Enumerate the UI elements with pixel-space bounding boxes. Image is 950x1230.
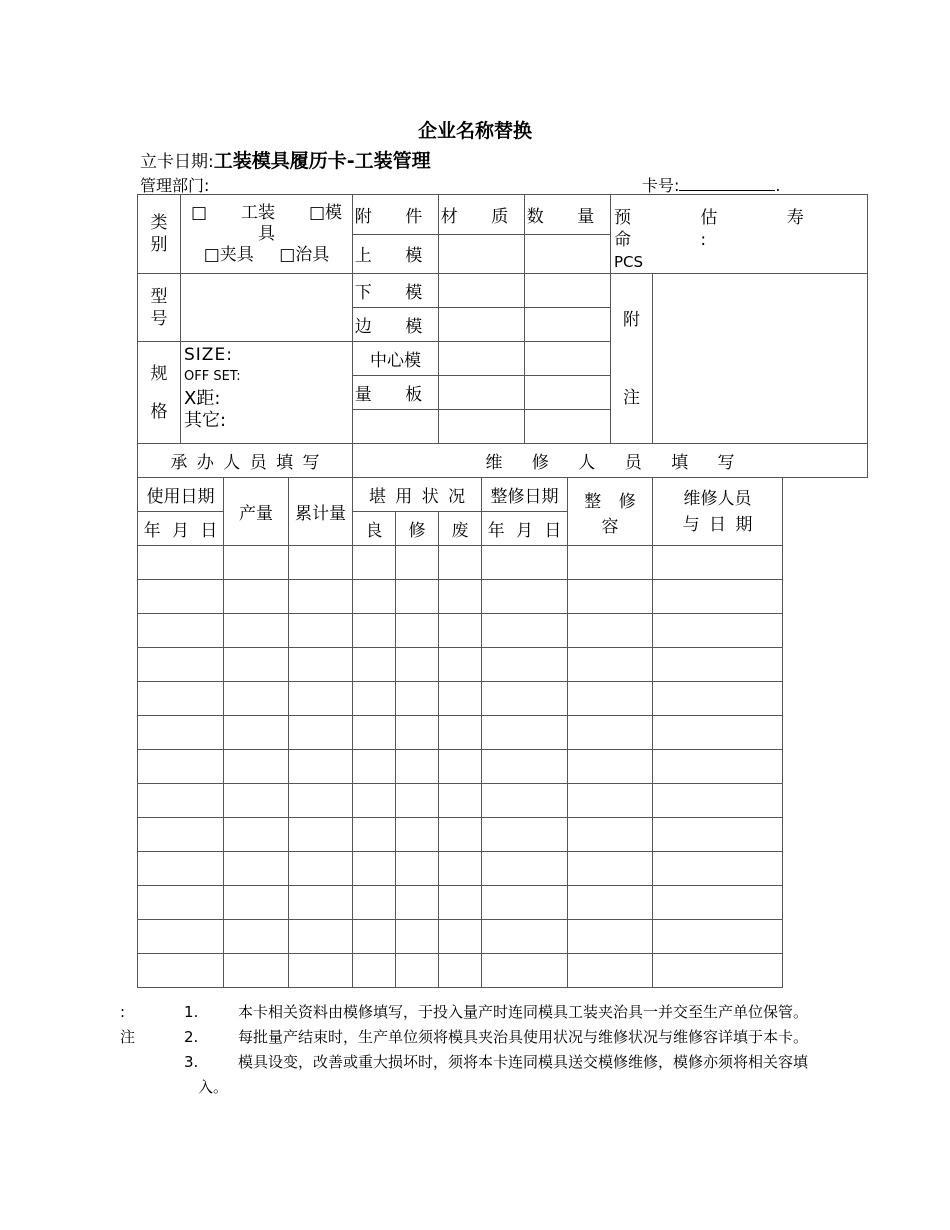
log-cell[interactable] — [653, 750, 783, 784]
log-cell[interactable] — [289, 852, 353, 886]
log-cell[interactable] — [653, 614, 783, 648]
cell-center-qty[interactable] — [525, 342, 611, 376]
log-cell[interactable] — [653, 716, 783, 750]
log-row — [138, 920, 868, 954]
log-row — [138, 784, 868, 818]
log-cell[interactable] — [396, 784, 439, 818]
log-cell[interactable] — [138, 920, 224, 954]
checkbox-fixture[interactable]: □夹具 — [203, 244, 254, 265]
log-cell[interactable] — [653, 818, 783, 852]
log-row — [138, 614, 868, 648]
dept-label: 管理部门: — [140, 176, 210, 195]
cell-gauge-qty[interactable] — [525, 376, 611, 410]
log-cell[interactable] — [439, 682, 482, 716]
log-cell[interactable] — [568, 920, 653, 954]
log-cell[interactable] — [439, 648, 482, 682]
part-center-mold: 中心模 — [353, 342, 439, 376]
section-operator: 承 办 人 员 填 写 — [138, 444, 353, 478]
log-cell[interactable] — [353, 852, 396, 886]
cell-gauge-material[interactable] — [439, 376, 525, 410]
log-cell[interactable] — [653, 954, 783, 988]
log-cell[interactable] — [396, 716, 439, 750]
category-options — [181, 195, 353, 274]
mold-label-cont: 具 — [258, 223, 275, 244]
tooling-label: 工装 — [241, 202, 275, 223]
log-cell[interactable] — [224, 750, 289, 784]
log-cell[interactable] — [482, 954, 568, 988]
log-cell[interactable] — [224, 682, 289, 716]
log-cell[interactable] — [396, 920, 439, 954]
log-cell[interactable] — [224, 648, 289, 682]
log-cell[interactable] — [439, 546, 482, 580]
log-cell[interactable] — [224, 614, 289, 648]
log-cell[interactable] — [289, 818, 353, 852]
spec-offset: OFF SET: — [184, 369, 241, 384]
log-cell[interactable] — [568, 580, 653, 614]
cell-center-material[interactable] — [439, 342, 525, 376]
log-rows — [138, 546, 868, 988]
date-label: 立卡日期: — [140, 152, 214, 172]
cell-side-material[interactable] — [439, 308, 525, 342]
log-cell[interactable] — [396, 546, 439, 580]
log-cell[interactable] — [653, 580, 783, 614]
log-cell[interactable] — [224, 920, 289, 954]
life-label: 预 估 寿 命 : — [614, 208, 836, 250]
h-good: 良 — [353, 512, 396, 546]
log-cell[interactable] — [289, 750, 353, 784]
log-cell[interactable] — [653, 682, 783, 716]
cell-upper-material[interactable] — [439, 234, 525, 274]
spec-label: 规格 — [138, 342, 181, 444]
log-cell[interactable] — [439, 954, 482, 988]
log-cell[interactable] — [568, 784, 653, 818]
log-cell[interactable] — [224, 886, 289, 920]
h-output: 产量 — [224, 478, 289, 546]
checkbox-mold[interactable]: □模 — [308, 202, 342, 223]
note-num: 1. — [184, 1003, 199, 1021]
log-row — [138, 852, 868, 886]
log-cell[interactable] — [482, 648, 568, 682]
log-cell[interactable] — [482, 818, 568, 852]
log-cell[interactable] — [289, 648, 353, 682]
log-cell[interactable] — [568, 886, 653, 920]
log-cell[interactable] — [482, 546, 568, 580]
log-cell[interactable] — [439, 614, 482, 648]
log-cell[interactable] — [653, 920, 783, 954]
log-row — [138, 750, 868, 784]
part-side-mold: 边 模 — [353, 308, 439, 342]
log-cell[interactable] — [138, 886, 224, 920]
log-cell[interactable] — [353, 614, 396, 648]
h-scrap: 废 — [439, 512, 482, 546]
card-no-end: . — [775, 176, 781, 195]
log-cell[interactable] — [224, 580, 289, 614]
log-cell[interactable] — [439, 750, 482, 784]
spec-x-dist: X距: — [184, 388, 221, 409]
log-cell[interactable] — [289, 580, 353, 614]
note-text: 每批量产结束时，生产单位须将模具夹治具使用状况与维修状况与维修容详填于本卡。 — [238, 1028, 809, 1046]
log-cell[interactable] — [138, 784, 224, 818]
log-cell[interactable] — [396, 750, 439, 784]
log-cell[interactable] — [653, 852, 783, 886]
h-repairer: 维修人员 与 日 期 — [653, 478, 783, 546]
log-cell[interactable] — [289, 886, 353, 920]
part-gauge-plate: 量 板 — [353, 376, 439, 410]
log-cell[interactable] — [289, 716, 353, 750]
note-num: 3. — [184, 1053, 199, 1071]
log-cell[interactable] — [353, 546, 396, 580]
log-cell[interactable] — [138, 852, 224, 886]
log-cell[interactable] — [353, 886, 396, 920]
log-cell[interactable] — [482, 716, 568, 750]
log-cell[interactable] — [353, 750, 396, 784]
log-cell[interactable] — [482, 682, 568, 716]
log-cell[interactable] — [568, 682, 653, 716]
log-cell[interactable] — [289, 546, 353, 580]
h-repair-date: 整修日期 — [482, 478, 568, 512]
log-cell[interactable] — [138, 580, 224, 614]
cell-extra-material[interactable] — [439, 410, 525, 444]
h-repair-ymd: 年 月 日 — [482, 512, 568, 546]
log-cell[interactable] — [138, 546, 224, 580]
log-row — [138, 886, 868, 920]
cell-lower-material[interactable] — [439, 274, 525, 308]
note-text: 模具设变，改善或重大损坏时，须将本卡连同模具送交模修维修，模修亦须将相关容填 — [238, 1053, 809, 1071]
log-cell[interactable] — [289, 614, 353, 648]
log-cell[interactable] — [396, 852, 439, 886]
log-cell[interactable] — [653, 886, 783, 920]
log-cell[interactable] — [138, 818, 224, 852]
spec-values — [181, 342, 353, 444]
cell-side-qty[interactable] — [525, 308, 611, 342]
cell-extra-part[interactable] — [353, 410, 439, 444]
log-cell[interactable] — [224, 716, 289, 750]
col-qty: 数 量 — [525, 195, 611, 235]
log-cell[interactable] — [353, 954, 396, 988]
log-cell[interactable] — [482, 920, 568, 954]
note-num: 2. — [184, 1028, 199, 1046]
log-cell[interactable] — [439, 920, 482, 954]
log-cell[interactable] — [353, 920, 396, 954]
part-upper-mold: 上 模 — [353, 234, 439, 274]
log-cell[interactable] — [482, 580, 568, 614]
card-no-label: 卡号: — [642, 176, 680, 195]
log-cell[interactable] — [568, 648, 653, 682]
estimated-life — [611, 195, 868, 274]
log-cell[interactable] — [353, 784, 396, 818]
spec-other: 其它: — [184, 410, 227, 431]
h-use-date: 使用日期 — [138, 478, 224, 512]
log-cell[interactable] — [353, 716, 396, 750]
log-cell[interactable] — [568, 546, 653, 580]
remark-label: 附 注 — [611, 274, 653, 444]
log-cell[interactable] — [396, 580, 439, 614]
log-cell[interactable] — [224, 784, 289, 818]
log-cell[interactable] — [289, 920, 353, 954]
checkbox-tooling[interactable]: □ — [191, 202, 208, 223]
log-cell[interactable] — [568, 818, 653, 852]
card-number — [642, 173, 781, 196]
log-cell[interactable] — [653, 784, 783, 818]
model-value[interactable] — [181, 274, 353, 342]
log-cell[interactable] — [396, 818, 439, 852]
log-cell[interactable] — [439, 818, 482, 852]
log-cell[interactable] — [224, 546, 289, 580]
log-cell[interactable] — [439, 886, 482, 920]
log-row — [138, 546, 868, 580]
h-repair: 修 — [396, 512, 439, 546]
log-cell[interactable] — [138, 954, 224, 988]
log-cell[interactable] — [396, 648, 439, 682]
log-cell[interactable] — [439, 784, 482, 818]
log-cell[interactable] — [353, 580, 396, 614]
log-cell[interactable] — [568, 750, 653, 784]
log-cell[interactable] — [396, 614, 439, 648]
col-attach: 附 件 — [353, 195, 439, 235]
log-cell[interactable] — [396, 886, 439, 920]
log-cell[interactable] — [396, 682, 439, 716]
model-label: 型号 — [138, 274, 181, 342]
form-title: 工装模具履历卡-工装管理 — [213, 150, 431, 172]
log-cell[interactable] — [224, 852, 289, 886]
h-repair-content: 整 修 容 — [568, 478, 653, 546]
cell-extra-qty[interactable] — [525, 410, 611, 444]
log-cell[interactable] — [353, 818, 396, 852]
log-cell[interactable] — [224, 818, 289, 852]
log-cell[interactable] — [439, 716, 482, 750]
form-header-line — [140, 146, 431, 173]
log-cell[interactable] — [568, 954, 653, 988]
note-text: 本卡相关资料由模修填写，于投入量产时连同模具工装夹治具一并交至生产单位保管。 — [238, 1003, 809, 1021]
log-cell[interactable] — [138, 614, 224, 648]
log-cell[interactable] — [224, 954, 289, 988]
section-repair: 维 修 人 员 填 写 — [353, 444, 868, 478]
log-cell[interactable] — [289, 784, 353, 818]
log-row — [138, 682, 868, 716]
log-row — [138, 580, 868, 614]
log-cell[interactable] — [653, 648, 783, 682]
log-cell[interactable] — [568, 852, 653, 886]
life-unit: PCS — [614, 253, 644, 271]
log-cell[interactable] — [138, 716, 224, 750]
log-cell[interactable] — [396, 954, 439, 988]
notes-label: : 注 — [120, 1003, 136, 1046]
log-cell[interactable] — [568, 614, 653, 648]
log-row — [138, 818, 868, 852]
log-cell[interactable] — [482, 886, 568, 920]
h-condition: 堪 用 状 况 — [353, 478, 482, 512]
log-row — [138, 648, 868, 682]
h-ymd: 年 月 日 — [138, 512, 224, 546]
log-cell[interactable] — [482, 750, 568, 784]
checkbox-jig[interactable]: □治具 — [279, 244, 330, 265]
log-cell[interactable] — [482, 852, 568, 886]
history-card-table — [137, 194, 868, 988]
category-label: 类别 — [138, 195, 181, 274]
log-cell[interactable] — [138, 682, 224, 716]
cell-lower-qty[interactable] — [525, 274, 611, 308]
log-cell[interactable] — [568, 716, 653, 750]
note-text-cont: 入。 — [198, 1078, 229, 1096]
col-material: 材 质 — [439, 195, 525, 235]
log-cell[interactable] — [353, 648, 396, 682]
log-cell[interactable] — [439, 852, 482, 886]
spec-size: SIZE: — [184, 345, 233, 365]
log-cell[interactable] — [138, 750, 224, 784]
log-cell[interactable] — [653, 546, 783, 580]
cell-upper-qty[interactable] — [525, 234, 611, 274]
log-cell[interactable] — [289, 954, 353, 988]
log-cell[interactable] — [353, 682, 396, 716]
h-cumulative: 累计量 — [289, 478, 353, 546]
card-no-blank[interactable] — [679, 176, 775, 191]
log-cell[interactable] — [482, 614, 568, 648]
log-cell[interactable] — [289, 682, 353, 716]
part-lower-mold: 下 模 — [353, 274, 439, 308]
remark-value[interactable] — [653, 274, 868, 444]
log-row — [138, 716, 868, 750]
company-name: 企业名称替换 — [417, 120, 532, 142]
log-row — [138, 954, 868, 988]
log-cell[interactable] — [482, 784, 568, 818]
log-cell[interactable] — [439, 580, 482, 614]
log-cell[interactable] — [138, 648, 224, 682]
